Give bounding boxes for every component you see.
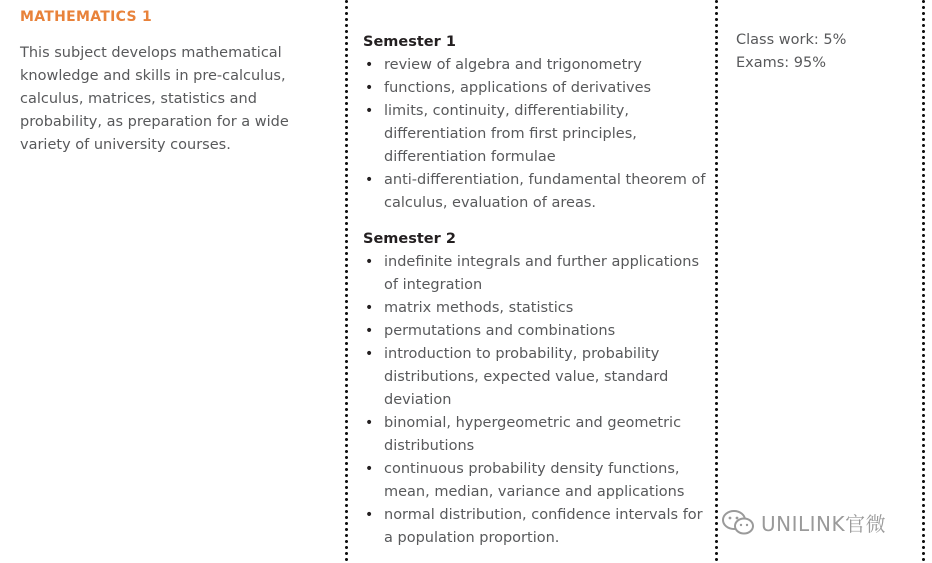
wechat-icon	[721, 509, 755, 537]
semester-1-topic-list	[363, 54, 713, 215]
dotted-divider	[345, 0, 348, 563]
bullet-icon: •	[365, 461, 374, 477]
bullet-icon: •	[365, 346, 374, 362]
assessment-breakdown	[736, 29, 846, 75]
exams-weight: Exams: 95%	[736, 55, 827, 71]
bullet-icon: •	[365, 323, 374, 339]
topic-text: functions, applications of derivatives	[384, 80, 652, 96]
assessment-column	[719, 0, 919, 563]
bullet-icon: •	[365, 80, 374, 96]
topic-text: review of algebra and trigonometry	[384, 57, 642, 73]
topic-text: matrix methods, statistics	[384, 300, 574, 316]
class-work-weight: Class work: 5%	[736, 32, 847, 48]
subject-description: This subject develops mathematical knowledge and skills in pre-calculus, calculus, matrices, statistics and probability, as preparation for a wide variety of university courses.	[20, 45, 289, 153]
list-item	[363, 504, 713, 550]
subject-title: MATHEMATICS 1	[20, 9, 153, 25]
topic-text: permutations and combinations	[384, 323, 616, 339]
semester-1-section	[363, 31, 713, 215]
watermark-text: UNILINK官微	[761, 512, 887, 536]
semester-heading: Semester 1	[363, 34, 456, 50]
list-item	[363, 458, 713, 504]
bullet-icon: •	[365, 300, 374, 316]
topic-text: binomial, hypergeometric and geometric distributions	[384, 415, 682, 454]
list-item	[363, 77, 713, 100]
list-item	[363, 320, 713, 343]
bullet-icon: •	[365, 103, 374, 119]
list-item	[363, 251, 713, 297]
subject-column	[0, 0, 345, 563]
watermark	[721, 508, 886, 537]
bullet-icon: •	[365, 254, 374, 270]
semester-2-topic-list	[363, 251, 713, 550]
list-item	[363, 297, 713, 320]
dotted-divider	[715, 0, 718, 563]
topic-text: continuous probability density functions, mean, median, variance and applications	[384, 461, 685, 500]
topic-text: normal distribution, confidence intervals for a population proportion.	[384, 507, 703, 546]
dotted-divider	[922, 0, 925, 563]
list-item	[363, 343, 713, 412]
topic-text: limits, continuity, differentiability, differentiation from first principles, differentiation formulae	[384, 103, 637, 165]
bullet-icon: •	[365, 415, 374, 431]
semester-heading: Semester 2	[363, 231, 456, 247]
list-item	[363, 100, 713, 169]
bullet-icon: •	[365, 57, 374, 73]
topic-text: anti-differentiation, fundamental theorem of calculus, evaluation of areas.	[384, 172, 706, 211]
list-item	[363, 412, 713, 458]
topic-text: introduction to probability, probability distributions, expected value, standard deviation	[384, 346, 669, 408]
semester-2-section	[363, 228, 713, 550]
content-column	[349, 0, 714, 563]
list-item	[363, 54, 713, 77]
bullet-icon: •	[365, 507, 374, 523]
topic-text: indefinite integrals and further applications of integration	[384, 254, 700, 293]
list-item	[363, 169, 713, 215]
bullet-icon: •	[365, 172, 374, 188]
